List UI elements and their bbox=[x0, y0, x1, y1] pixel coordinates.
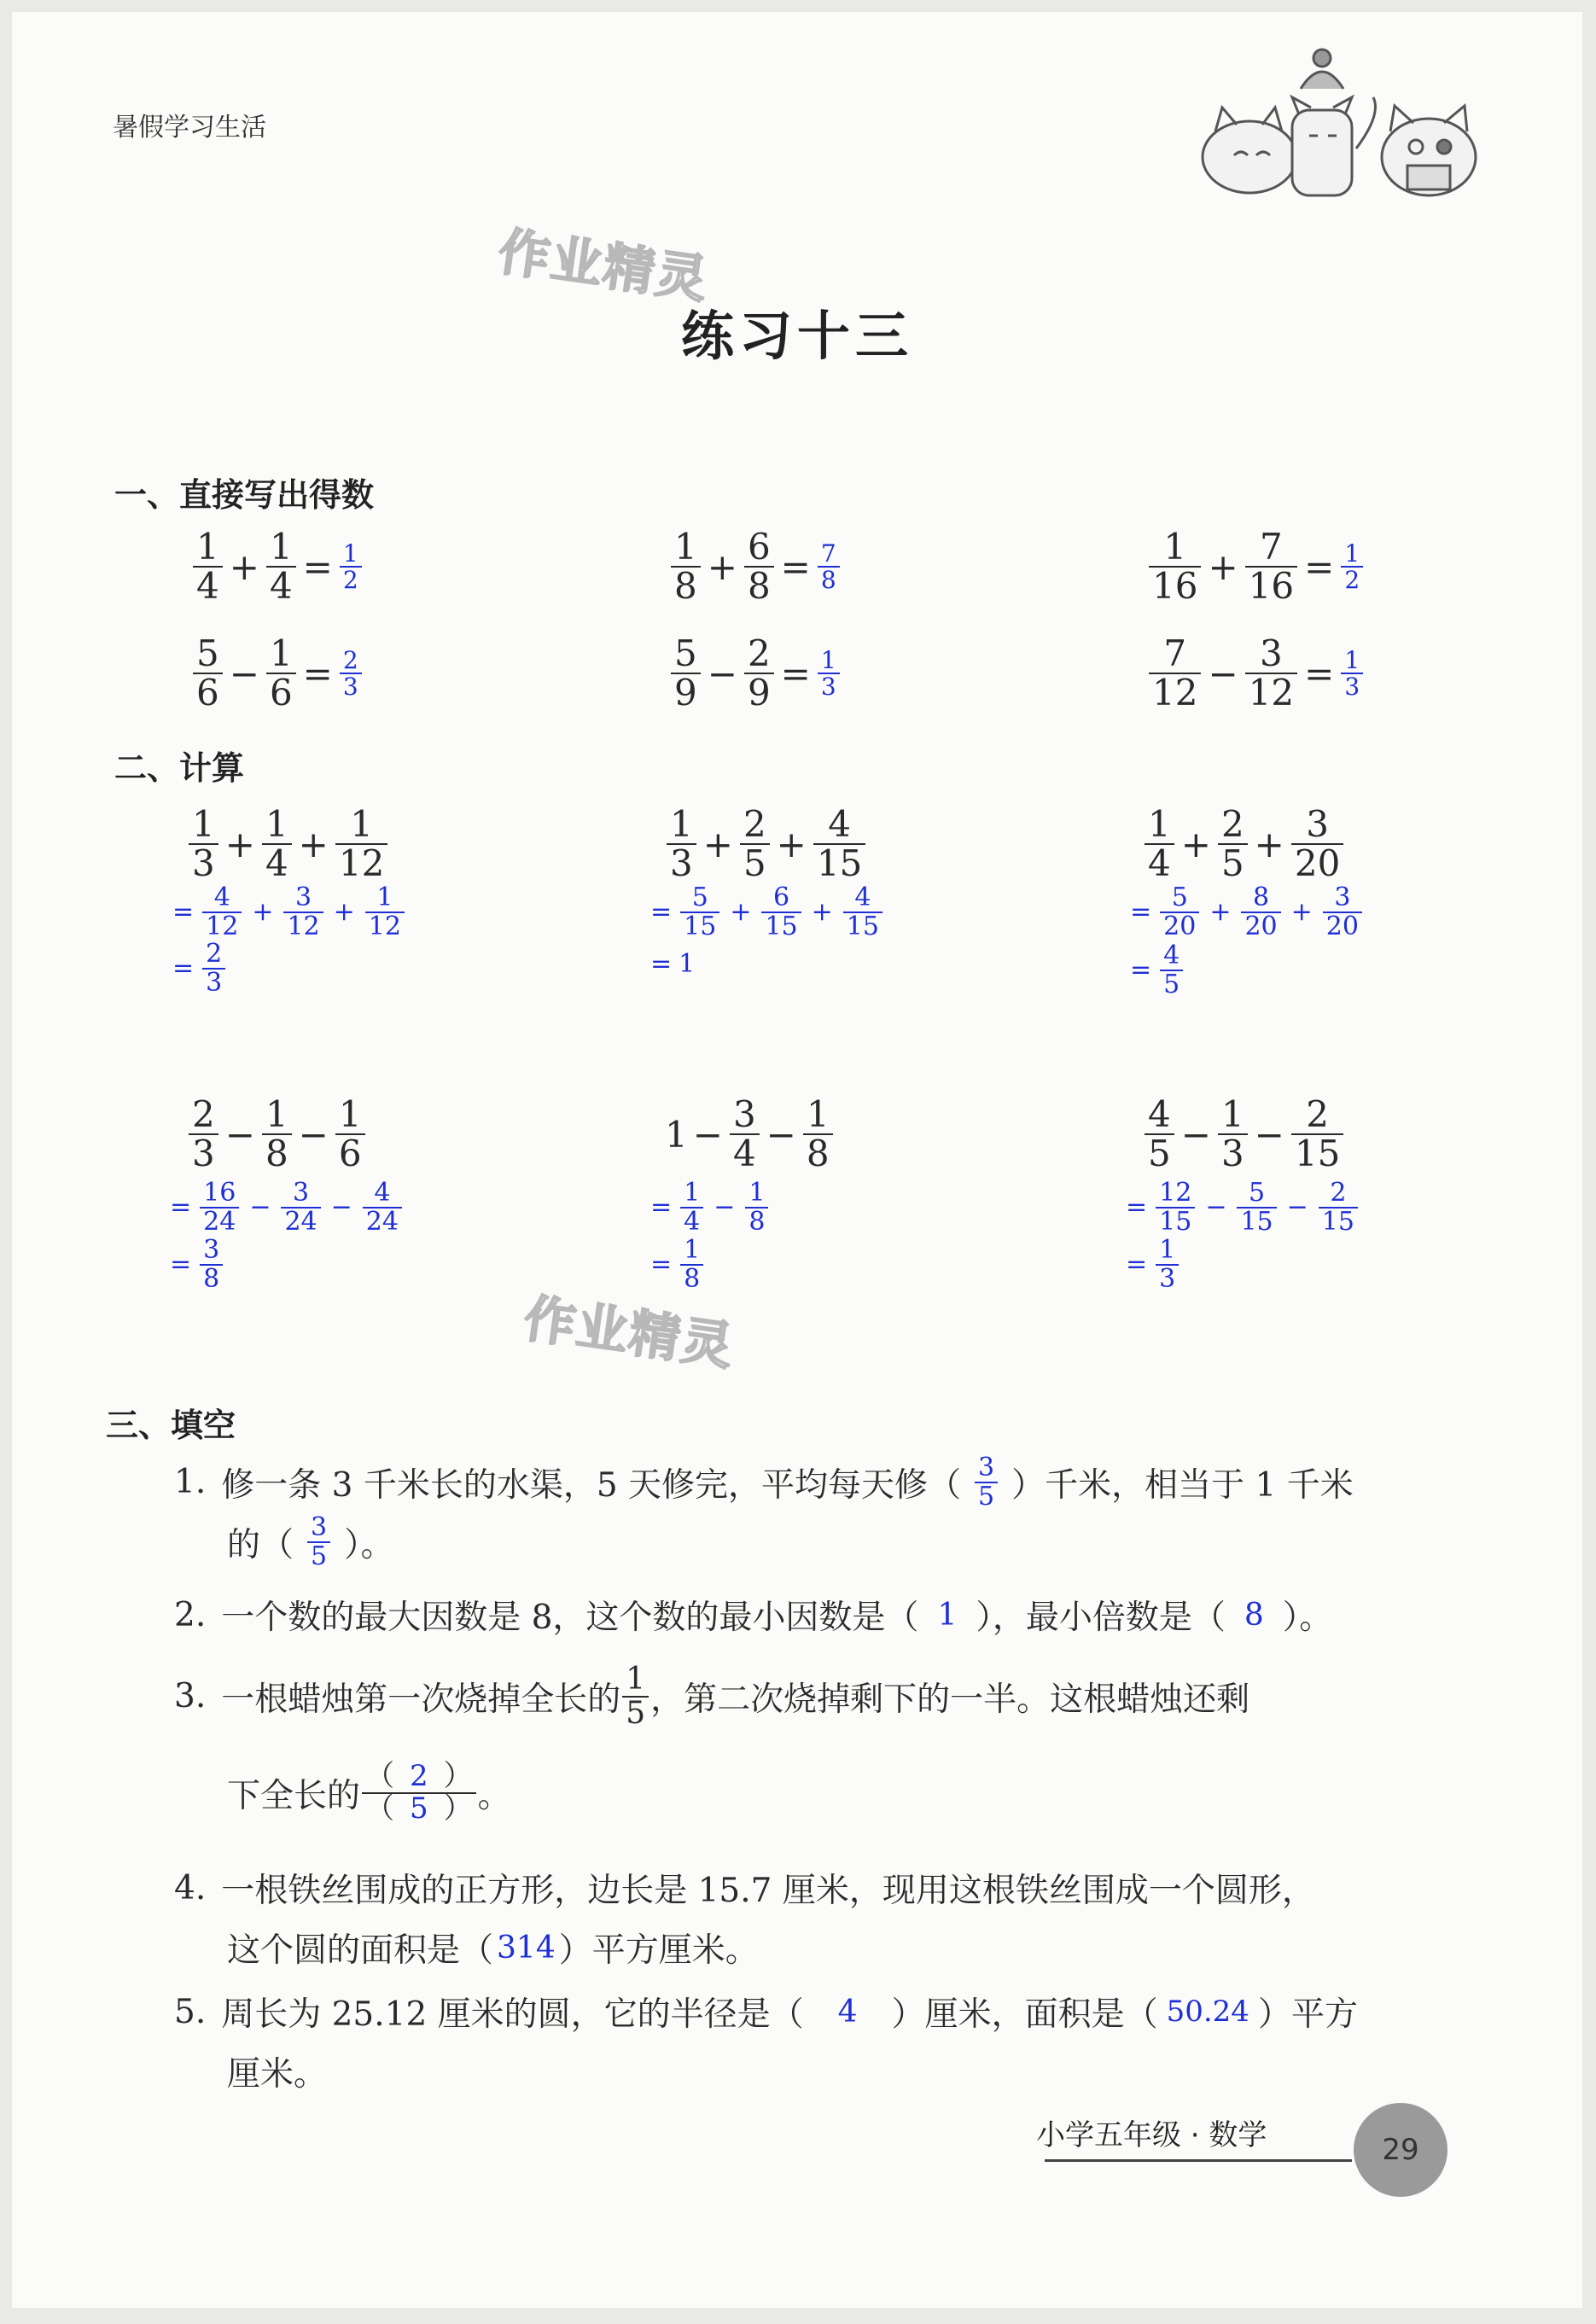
watermark: 作业精灵 bbox=[520, 1289, 738, 1378]
fill-problem: 1. 修一条 3 千米长的水渠，5 天修完，平均每天修（ $\frac{3}{5}$ ）千米，相当于 1 千米 bbox=[174, 1453, 1354, 1511]
fill-problem-continued: 的（ $\frac{3}{5}$ ）。 bbox=[227, 1512, 394, 1571]
solution-step: = $\frac{4}{12}$ + $\frac{3}{12}$ + $\frac{1}{12}$ bbox=[172, 884, 406, 940]
calc-problem: 1 − $\frac{3}{4}$ − $\frac{1}{8}$ bbox=[665, 1096, 835, 1173]
book-title: 暑假学习生活 bbox=[113, 113, 266, 143]
fill-problem: 2. 一个数的最大因数是 8，这个数的最小因数是（ 1 ），最小倍数是（ 8 ）。 bbox=[174, 1595, 1333, 1637]
answer: $\frac{2}{3}$ bbox=[338, 648, 364, 700]
oral-problem: $\frac{1}{16}$ + $\frac{7}{16}$ = $\frac{1}{2}$ bbox=[1147, 528, 1365, 605]
solution-result: = 1 bbox=[650, 949, 696, 979]
solution-step: = $\frac{1}{4}$ − $\frac{1}{8}$ bbox=[650, 1179, 770, 1235]
solution-step: = $\frac{5}{20}$ + $\frac{8}{20}$ + $\frac{3}{20}$ bbox=[1130, 884, 1364, 940]
calc-problem: $\frac{4}{5}$ − $\frac{1}{3}$ − $\frac{2}{15}$ bbox=[1143, 1096, 1345, 1173]
answer: $\frac{1}{2}$ bbox=[338, 541, 364, 593]
fraction: $\frac{1}{4}$ bbox=[193, 528, 223, 605]
oral-problem: $\frac{7}{12}$ − $\frac{3}{12}$ = $\frac{1}{3}$ bbox=[1147, 635, 1365, 712]
answer-fraction: $\frac{( 2 )}{( 5 )}$ bbox=[362, 1762, 476, 1824]
answer: 314 bbox=[497, 1930, 556, 1966]
fill-problem: 5. 周长为 25.12 厘米的圆，它的半径是（ 4 ）厘米，面积是（ 50.24 ）平方 bbox=[174, 1992, 1358, 2034]
answer: 1 bbox=[937, 1597, 958, 1633]
workbook-page bbox=[12, 12, 1582, 2308]
page-title: 练习十三 bbox=[680, 305, 913, 367]
oral-problem: $\frac{5}{9}$ − $\frac{2}{9}$ = $\frac{1}{3}$ bbox=[669, 635, 842, 712]
solution-step: = $\frac{12}{15}$ − $\frac{5}{15}$ − $\frac{2}{15}$ bbox=[1126, 1179, 1360, 1235]
oral-problem: $\frac{5}{6}$ − $\frac{1}{6}$ = $\frac{2}{3}$ bbox=[191, 635, 364, 712]
fraction: $\frac{1}{4}$ bbox=[266, 528, 296, 605]
answer: $\frac{3}{5}$ bbox=[973, 1454, 999, 1510]
footer-rule bbox=[1045, 2159, 1352, 2162]
answer: 8 bbox=[1244, 1597, 1264, 1633]
calc-problem: $\frac{1}{3}$ + $\frac{2}{5}$ + $\frac{4}{15}$ bbox=[665, 806, 867, 882]
page-number: 29 bbox=[1382, 2133, 1419, 2167]
answer: $\frac{1}{3}$ bbox=[1339, 648, 1365, 700]
calc-problem: $\frac{1}{4}$ + $\frac{2}{5}$ + $\frac{3}{20}$ bbox=[1143, 806, 1345, 882]
section-heading: 一、直接写出得数 bbox=[114, 476, 375, 514]
calc-problem: $\frac{1}{3}$ + $\frac{1}{4}$ + $\frac{1}{12}$ bbox=[187, 806, 389, 882]
fill-problem-continued: 下全长的 $\frac{( 2 )}{( 5 )}$ 。 bbox=[227, 1759, 511, 1826]
cat-mascots-illustration bbox=[1190, 46, 1497, 200]
answer: $\frac{3}{5}$ bbox=[306, 1514, 332, 1570]
solution-result: = $\frac{4}{5}$ bbox=[1130, 942, 1185, 998]
fill-problem-continued: 厘米。 bbox=[227, 2055, 328, 2094]
answer: 50.24 bbox=[1166, 1995, 1249, 2029]
solution-result: = $\frac{1}{3}$ bbox=[1126, 1237, 1180, 1292]
answer: $\frac{1}{3}$ bbox=[816, 648, 842, 700]
fill-problem: 3. 一根蜡烛第一次烧掉全长的 $\frac{1}{5}$ ，第二次烧掉剩下的一半。这根蜡烛还剩 bbox=[174, 1662, 1250, 1731]
calc-problem: $\frac{2}{3}$ − $\frac{1}{8}$ − $\frac{1}{6}$ bbox=[187, 1096, 367, 1173]
solution-result: = $\frac{1}{8}$ bbox=[650, 1237, 705, 1292]
solution-result: = $\frac{2}{3}$ bbox=[172, 941, 227, 996]
section-heading: 三、填空 bbox=[106, 1407, 236, 1444]
section-heading: 二、计算 bbox=[114, 749, 245, 787]
answer: 4 bbox=[837, 1994, 858, 2030]
solution-step: = $\frac{16}{24}$ − $\frac{3}{24}$ − $\frac{4}{24}$ bbox=[170, 1179, 404, 1235]
footer-label: 小学五年级 · 数学 bbox=[1036, 2118, 1267, 2152]
answer: $\frac{1}{2}$ bbox=[1339, 541, 1365, 593]
answer: $\frac{7}{8}$ bbox=[816, 541, 842, 593]
oral-problem: $\frac{1}{8}$ + $\frac{6}{8}$ = $\frac{7}{8}$ bbox=[669, 528, 842, 605]
solution-step: = $\frac{5}{15}$ + $\frac{6}{15}$ + $\frac{4}{15}$ bbox=[650, 884, 884, 940]
oral-problem: $\frac{1}{4}$ + $\frac{1}{4}$ = $\frac{1}{2}$ bbox=[191, 528, 364, 605]
solution-result: = $\frac{3}{8}$ bbox=[170, 1237, 224, 1292]
watermark: 作业精灵 bbox=[494, 222, 713, 311]
fill-problem: 4. 一根铁丝围成的正方形，边长是 15.7 厘米，现用这根铁丝围成一个圆形， bbox=[174, 1868, 1315, 1910]
fill-problem-continued: 这个圆的面积是（ 314 ）平方厘米。 bbox=[227, 1930, 759, 1970]
